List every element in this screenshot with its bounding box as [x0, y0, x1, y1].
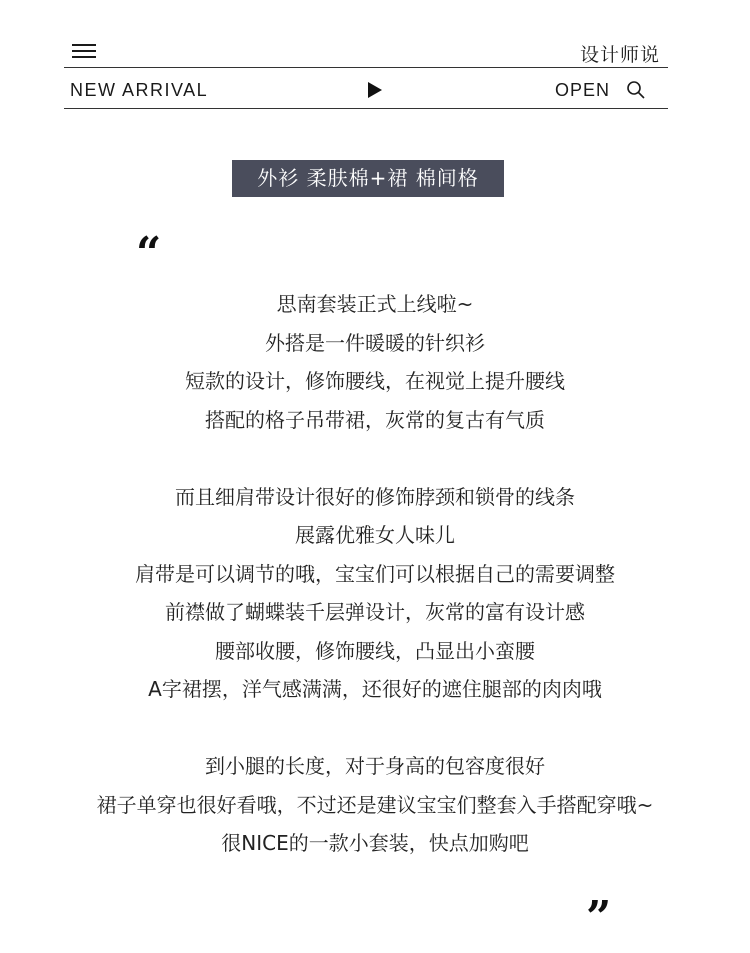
description-text — [0, 285, 750, 863]
description-line: 思南套装正式上线啦~ — [276, 292, 474, 316]
description-line: 裙子单穿也很好看哦，不过还是建议宝宝们整套入手搭配穿哦~ — [96, 792, 654, 817]
header-bottom-divider — [64, 108, 668, 109]
description-line: 前襟做了蝴蝶装千层弹设计，灰常的富有设计感 — [165, 600, 585, 624]
description-line: 而且细肩带设计很好的修饰脖颈和锁骨的线条 — [175, 484, 575, 509]
description-line: 外搭是一件暖暖的针织衫 — [265, 330, 485, 355]
description-line: A字裙摆，洋气感满满，还很好的遮住腿部的肉肉哦 — [148, 677, 602, 701]
description-line: 到小腿的长度，对于身高的包容度很好 — [205, 754, 545, 778]
description-line: 肩带是可以调节的哦，宝宝们可以根据自己的需要调整 — [135, 561, 615, 586]
paragraph-gap — [0, 709, 750, 748]
close-quote-mark: ” — [586, 892, 612, 943]
header-top-divider — [64, 67, 668, 68]
designer-says-label: 设计师说 — [579, 44, 660, 66]
title-banner: 外衫 柔肤棉+裙 棉间格 — [232, 160, 504, 197]
description-line: 很NICE的一款小套装，快点加购吧 — [221, 831, 529, 855]
search-icon[interactable] — [626, 80, 646, 100]
open-button[interactable]: OPEN — [555, 80, 611, 100]
play-icon[interactable] — [368, 82, 382, 98]
description-line: 展露优雅女人味儿 — [295, 523, 455, 547]
description-line: 短款的设计，修饰腰线，在视觉上提升腰线 — [185, 369, 565, 393]
description-line: 腰部收腰，修饰腰线，凸显出小蛮腰 — [215, 638, 535, 663]
new-arrival-label: NEW ARRIVAL — [70, 80, 209, 100]
menu-icon[interactable] — [72, 44, 96, 60]
paragraph-gap — [0, 439, 750, 478]
open-quote-mark: “ — [136, 228, 162, 279]
description-line: 搭配的格子吊带裙，灰常的复古有气质 — [205, 407, 545, 432]
